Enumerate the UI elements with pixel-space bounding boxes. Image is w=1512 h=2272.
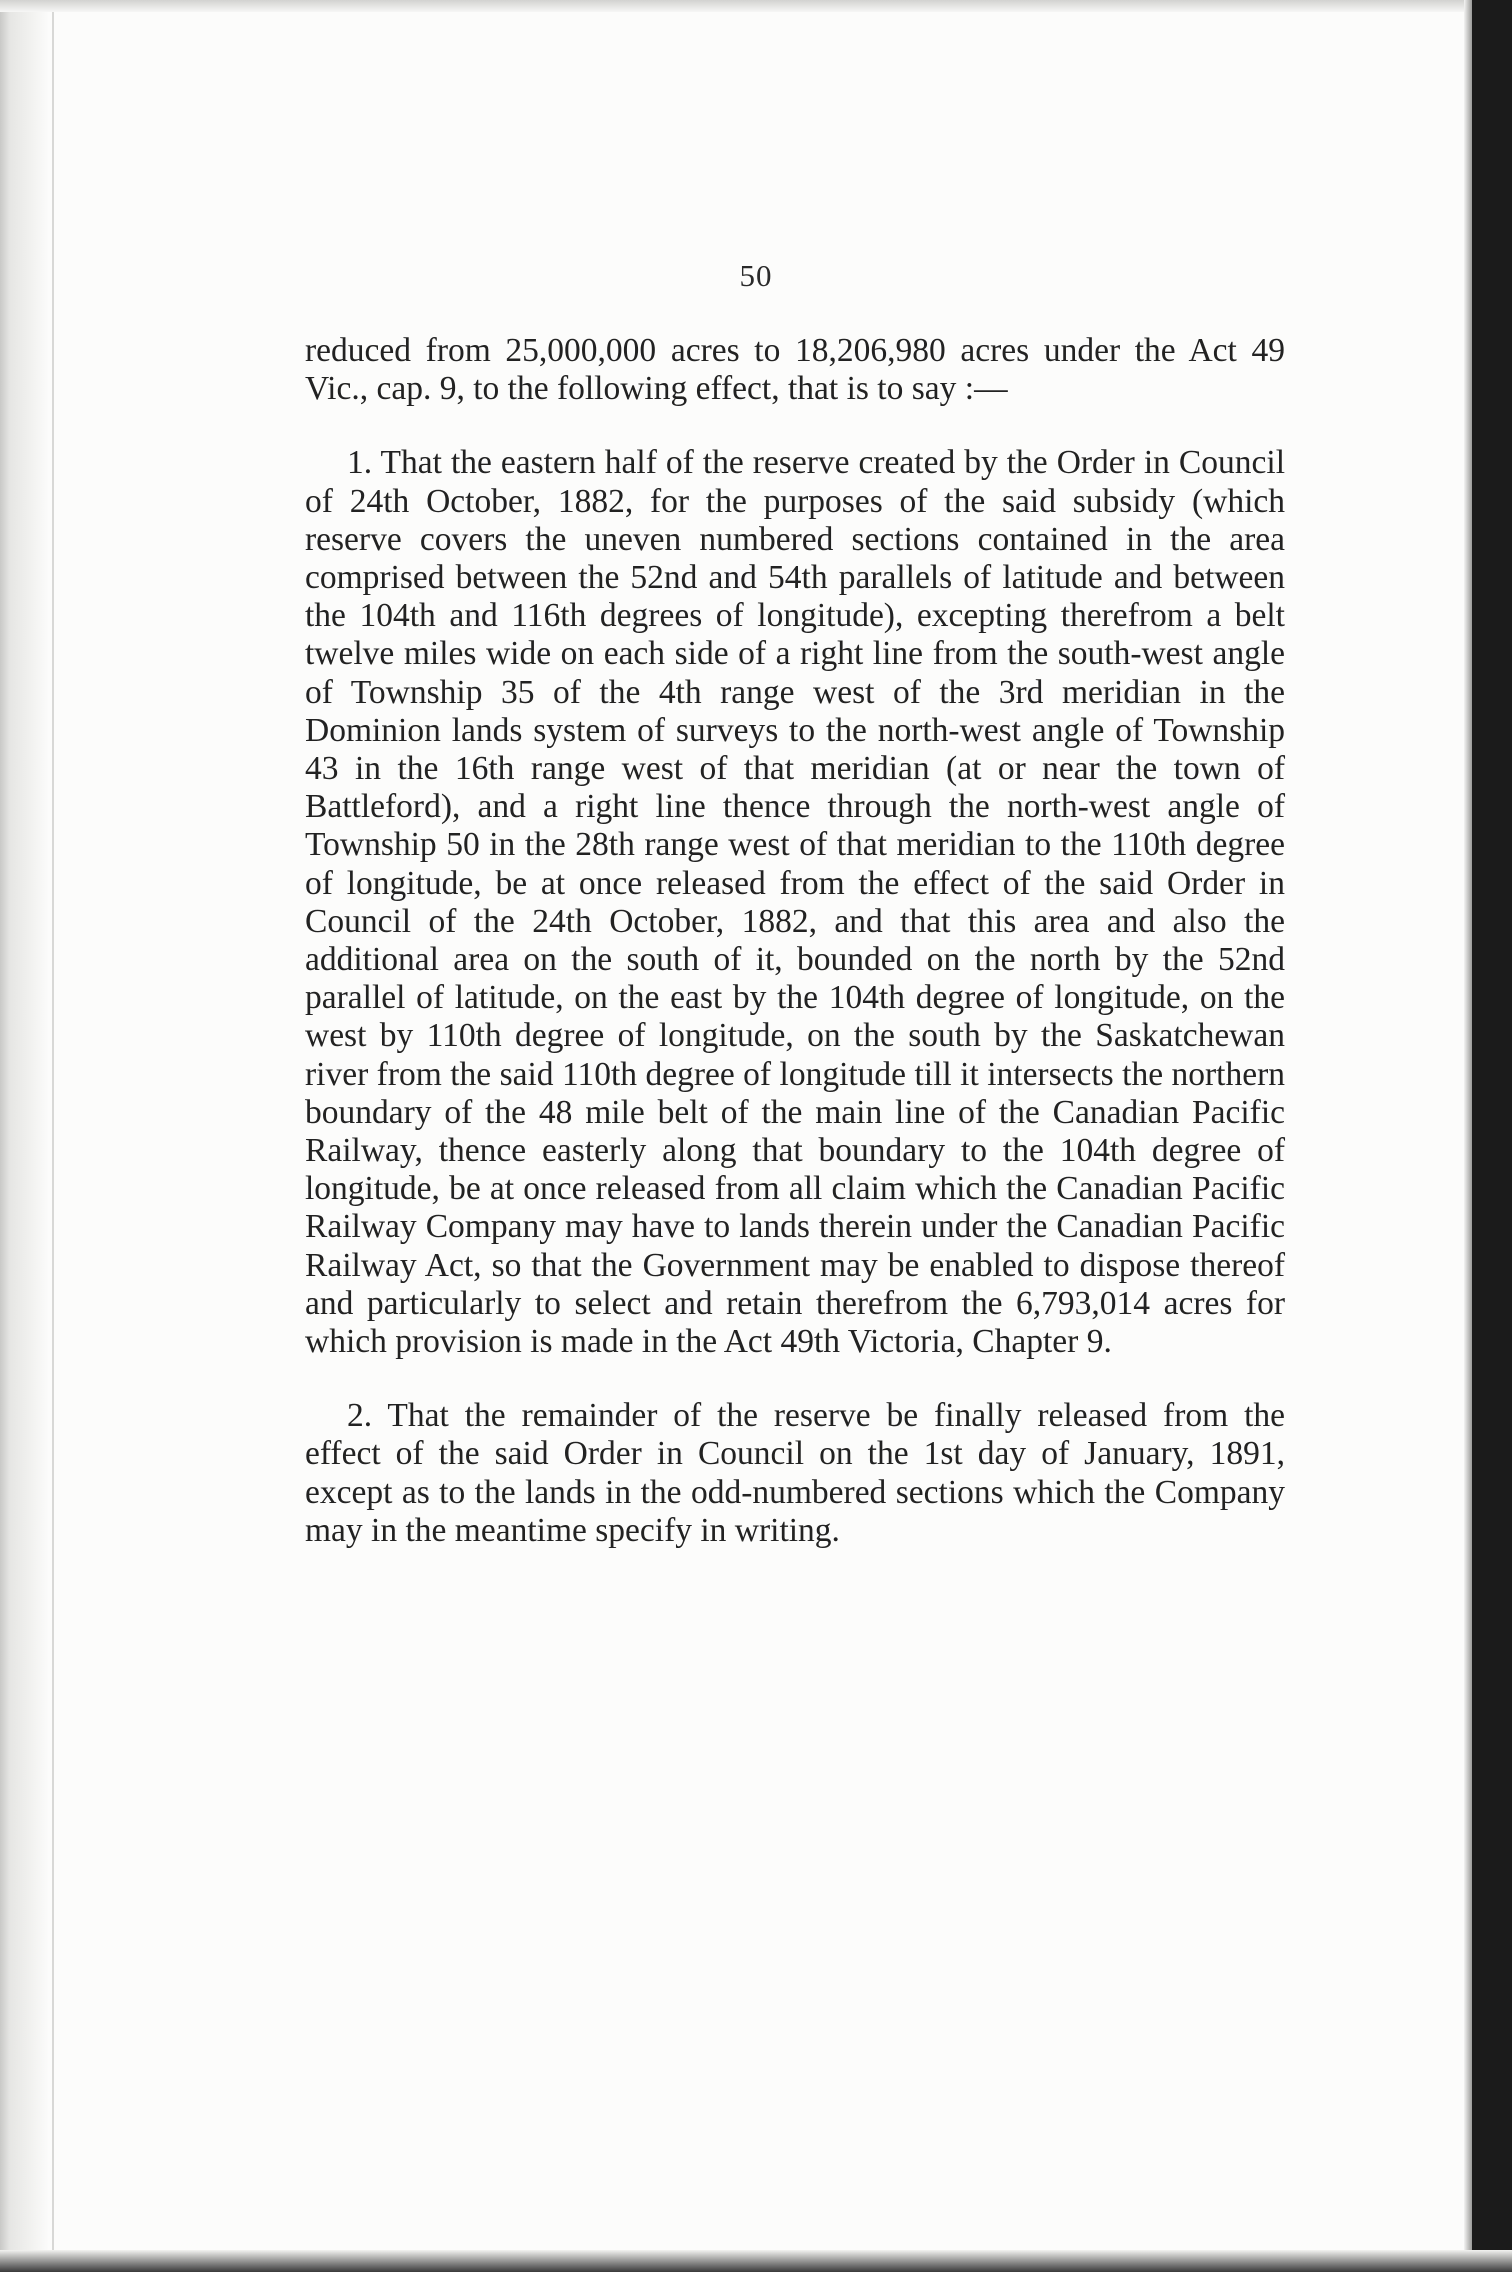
page-bottom-edge — [0, 2250, 1512, 2272]
page-right-shadow — [1464, 0, 1472, 2272]
book-spine — [1472, 0, 1512, 2272]
page-top-edge — [0, 0, 1512, 12]
paragraph-2: 2. That the remainder of the reserve be finally released from the effect of the said Order in Council on the 1st day of January, 1891, except as to the lands in the odd-numbered sections which the Company may in the meantime specify in writing. — [305, 1397, 1285, 1549]
paragraph-1: 1. That the eastern half of the reserve created by the Order in Council of 24th October, 1882, for the purposes of the said subsidy (which reserve covers the uneven numbered sections contained in the area comprised between the 52nd and 54th parallels of latitude and between the 104th and 116th degrees of longitude), excepting therefrom a belt twelve miles wide on each side of a right line from the south-west angle of Township 35 of the 4th range west of the 3rd meridian in the Dominion lands system of surveys to the north-west angle of Township 43 in the 16th range west of that meridian (at or near the town of Battleford), and a right line thence through the north-west angle of Township 50 in the 28th range west of that meridian to the 110th degree of longitude, be at once released from the effect of the said Order in Council of the 24th October, 1882, and that this area and also the additional area on the south of it, bounded on the north by the 52nd parallel of latitude, on the east by the 104th degree of longitude, on the west by 110th degree of longitude, on the south by the Saskatchewan river from the said 110th degree of longitude till it intersects the northern boundary of the 48 mile belt of the main line of the Canadian Pacific Railway, thence easterly along that boundary to the 104th degree of longitude, be at once released from all claim which the Canadian Pacific Railway Company may have to lands therein under the Canadian Pacific Railway Act, so that the Government may be enabled to dispose thereof and particularly to select and retain therefrom the 6,793,014 acres for which provision is made in the Act 49th Victoria, Chapter 9. — [305, 444, 1285, 1361]
page-left-edge — [0, 0, 48, 2272]
body-text — [305, 332, 1285, 1550]
page-number: 50 — [739, 258, 773, 293]
page-gutter-line — [52, 0, 54, 2272]
intro-paragraph: reduced from 25,000,000 acres to 18,206,980 acres under the Act 49 Vic., cap. 9, to the following effect, that is to say :— — [305, 332, 1285, 408]
